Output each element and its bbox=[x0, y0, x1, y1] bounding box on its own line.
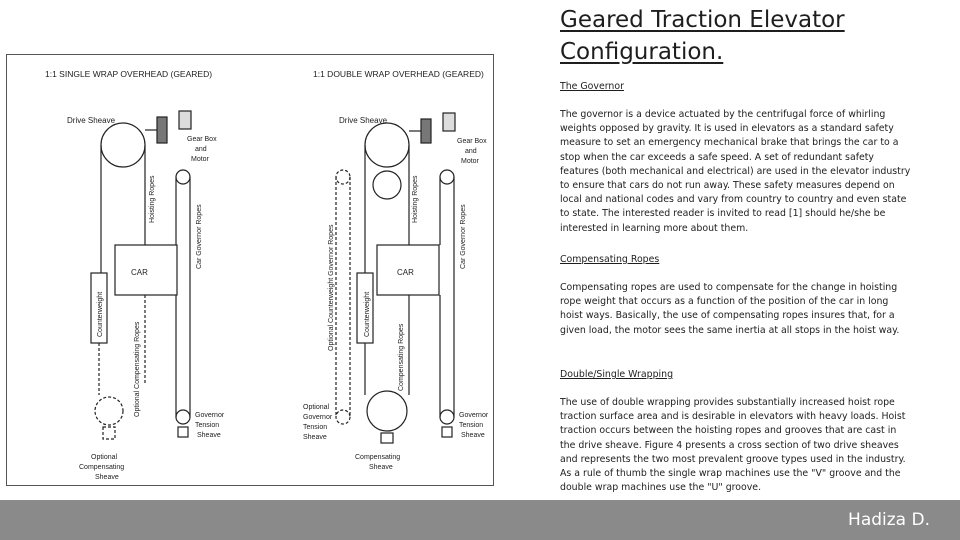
right-comp-sheave-label-1: Compensating bbox=[355, 454, 401, 461]
left-comp-sheave bbox=[95, 397, 123, 425]
author-name: Hadiza D. bbox=[848, 510, 930, 530]
right-tension-label-2: Governor bbox=[303, 414, 333, 421]
right-comp-sheave-label-2: Sheave bbox=[369, 464, 393, 471]
governor-heading-wrap bbox=[560, 80, 912, 94]
left-gearbox-label-2: and bbox=[195, 146, 207, 153]
elevator-diagram-svg bbox=[7, 55, 493, 485]
left-comp-sheave-label-3: Sheave bbox=[95, 474, 119, 481]
left-comp-sheave-label-1: Optional bbox=[91, 454, 118, 461]
right-tension-label-1: Optional bbox=[303, 404, 330, 411]
left-gearbox-block bbox=[157, 117, 167, 143]
left-car-governor-ropes-label: Car Governor Ropes bbox=[196, 204, 203, 269]
footer-bar bbox=[0, 500, 960, 540]
governor-body: The governor is a device actuated by the centrifugal force of whirling weights opposed by gravity. It is used in elevators as a standard safety measure to set an emergency mechanical brake that brings the car to a stop when the car exceeds a safe speed. A set of redundant safety features (both mechanical and electrical) are used in the elevator industry to ensure that cars do not run away. These safety measures depend on local and national codes and vary from country to country and even state to state. The interested reader is invited to read [1] should he/she be interested in learning more about them. bbox=[560, 109, 911, 234]
wrapping-heading-wrap bbox=[560, 368, 912, 382]
wrapping-body: The use of double wrapping provides substantially increased hoist rope traction surface area and is desirable in elevators with heavy loads. Hoist traction occurs between the hoisting ropes and grooves that are cast in the drive sheave. Figure 4 presents a cross section of two drive sheaves and represents the two most prevalent groove types used in the industry. As a rule of thumb the single wrap machines use the "V" groove and the double wrap machines use the "U" groove. bbox=[560, 397, 906, 494]
right-governor-label-1: Governor bbox=[459, 412, 489, 419]
left-counterweight-label: Counterweight bbox=[97, 291, 104, 337]
compensating-heading: Compensating Ropes bbox=[560, 254, 660, 265]
right-car-label: CAR bbox=[397, 268, 414, 277]
right-tension-label-4: Sheave bbox=[303, 434, 327, 441]
right-gearbox-label-2: and bbox=[465, 148, 477, 155]
left-gearbox-label-3: Motor bbox=[191, 156, 209, 163]
left-comp-ropes-label: Optional Compensating Ropes bbox=[134, 321, 141, 417]
left-motor-block bbox=[179, 111, 191, 129]
left-governor-label-3: Sheave bbox=[197, 432, 221, 439]
governor-heading: The Governor bbox=[560, 81, 624, 92]
right-secondary-sheave bbox=[373, 171, 401, 199]
right-governor-tension-sheave bbox=[440, 410, 454, 424]
compensating-body: Compensating ropes are used to compensate for the change in hoisting rope weight that occurs as a function of the position of the car in long hoist ways. Basically, the use of compensating ropes insures that, for a given load, the motor sees the same inertia at all stops in the hoist way. bbox=[560, 282, 900, 336]
right-governor-label-2: Tension bbox=[459, 422, 484, 429]
right-gearbox-label-1: Gear Box bbox=[457, 138, 487, 145]
left-governor-label-1: Governor bbox=[195, 412, 225, 419]
right-car-governor-ropes-label: Car Governor Ropes bbox=[460, 204, 467, 269]
left-governor-top-sheave bbox=[176, 170, 190, 184]
left-governor-tension-sheave bbox=[176, 410, 190, 424]
right-cw-governor-sheave bbox=[336, 170, 350, 184]
left-governor-label-2: Tension bbox=[195, 422, 220, 429]
right-comp-ropes-label: Compensating Ropes bbox=[398, 323, 405, 391]
right-hoisting-ropes-label: Hoisting Ropes bbox=[412, 175, 419, 223]
left-drive-sheave bbox=[101, 123, 145, 167]
left-hoisting-ropes-label: Hoisting Ropes bbox=[149, 175, 156, 223]
right-diagram-heading: 1:1 DOUBLE WRAP OVERHEAD (GEARED) bbox=[313, 69, 484, 79]
slide-title: Geared Traction Elevator Configuration. bbox=[560, 7, 845, 65]
right-tension-label-3: Tension bbox=[303, 424, 328, 431]
left-diagram-heading: 1:1 SINGLE WRAP OVERHEAD (GEARED) bbox=[45, 69, 213, 79]
right-drive-sheave-label: Drive Sheave bbox=[339, 116, 388, 125]
elevator-diagram-figure bbox=[6, 54, 494, 486]
right-comp-sheave bbox=[367, 391, 407, 431]
right-gearbox-label-3: Motor bbox=[461, 158, 479, 165]
left-drive-sheave-label: Drive Sheave bbox=[67, 116, 116, 125]
right-drive-sheave bbox=[365, 123, 409, 167]
left-car-label: CAR bbox=[131, 268, 148, 277]
wrapping-heading: Double/Single Wrapping bbox=[560, 369, 674, 380]
right-governor-label-3: Sheave bbox=[461, 432, 485, 439]
right-cw-governor-ropes-label: Optional Counterweight Governor Ropes bbox=[328, 224, 335, 351]
right-governor-top-sheave bbox=[440, 170, 454, 184]
left-comp-sheave-label-2: Compensating bbox=[79, 464, 125, 471]
right-motor-block bbox=[443, 113, 455, 131]
left-gearbox-label-1: Gear Box bbox=[187, 136, 217, 143]
right-gearbox-block bbox=[421, 119, 431, 143]
right-counterweight-label: Counterweight bbox=[364, 291, 371, 337]
compensating-heading-wrap bbox=[560, 253, 912, 267]
